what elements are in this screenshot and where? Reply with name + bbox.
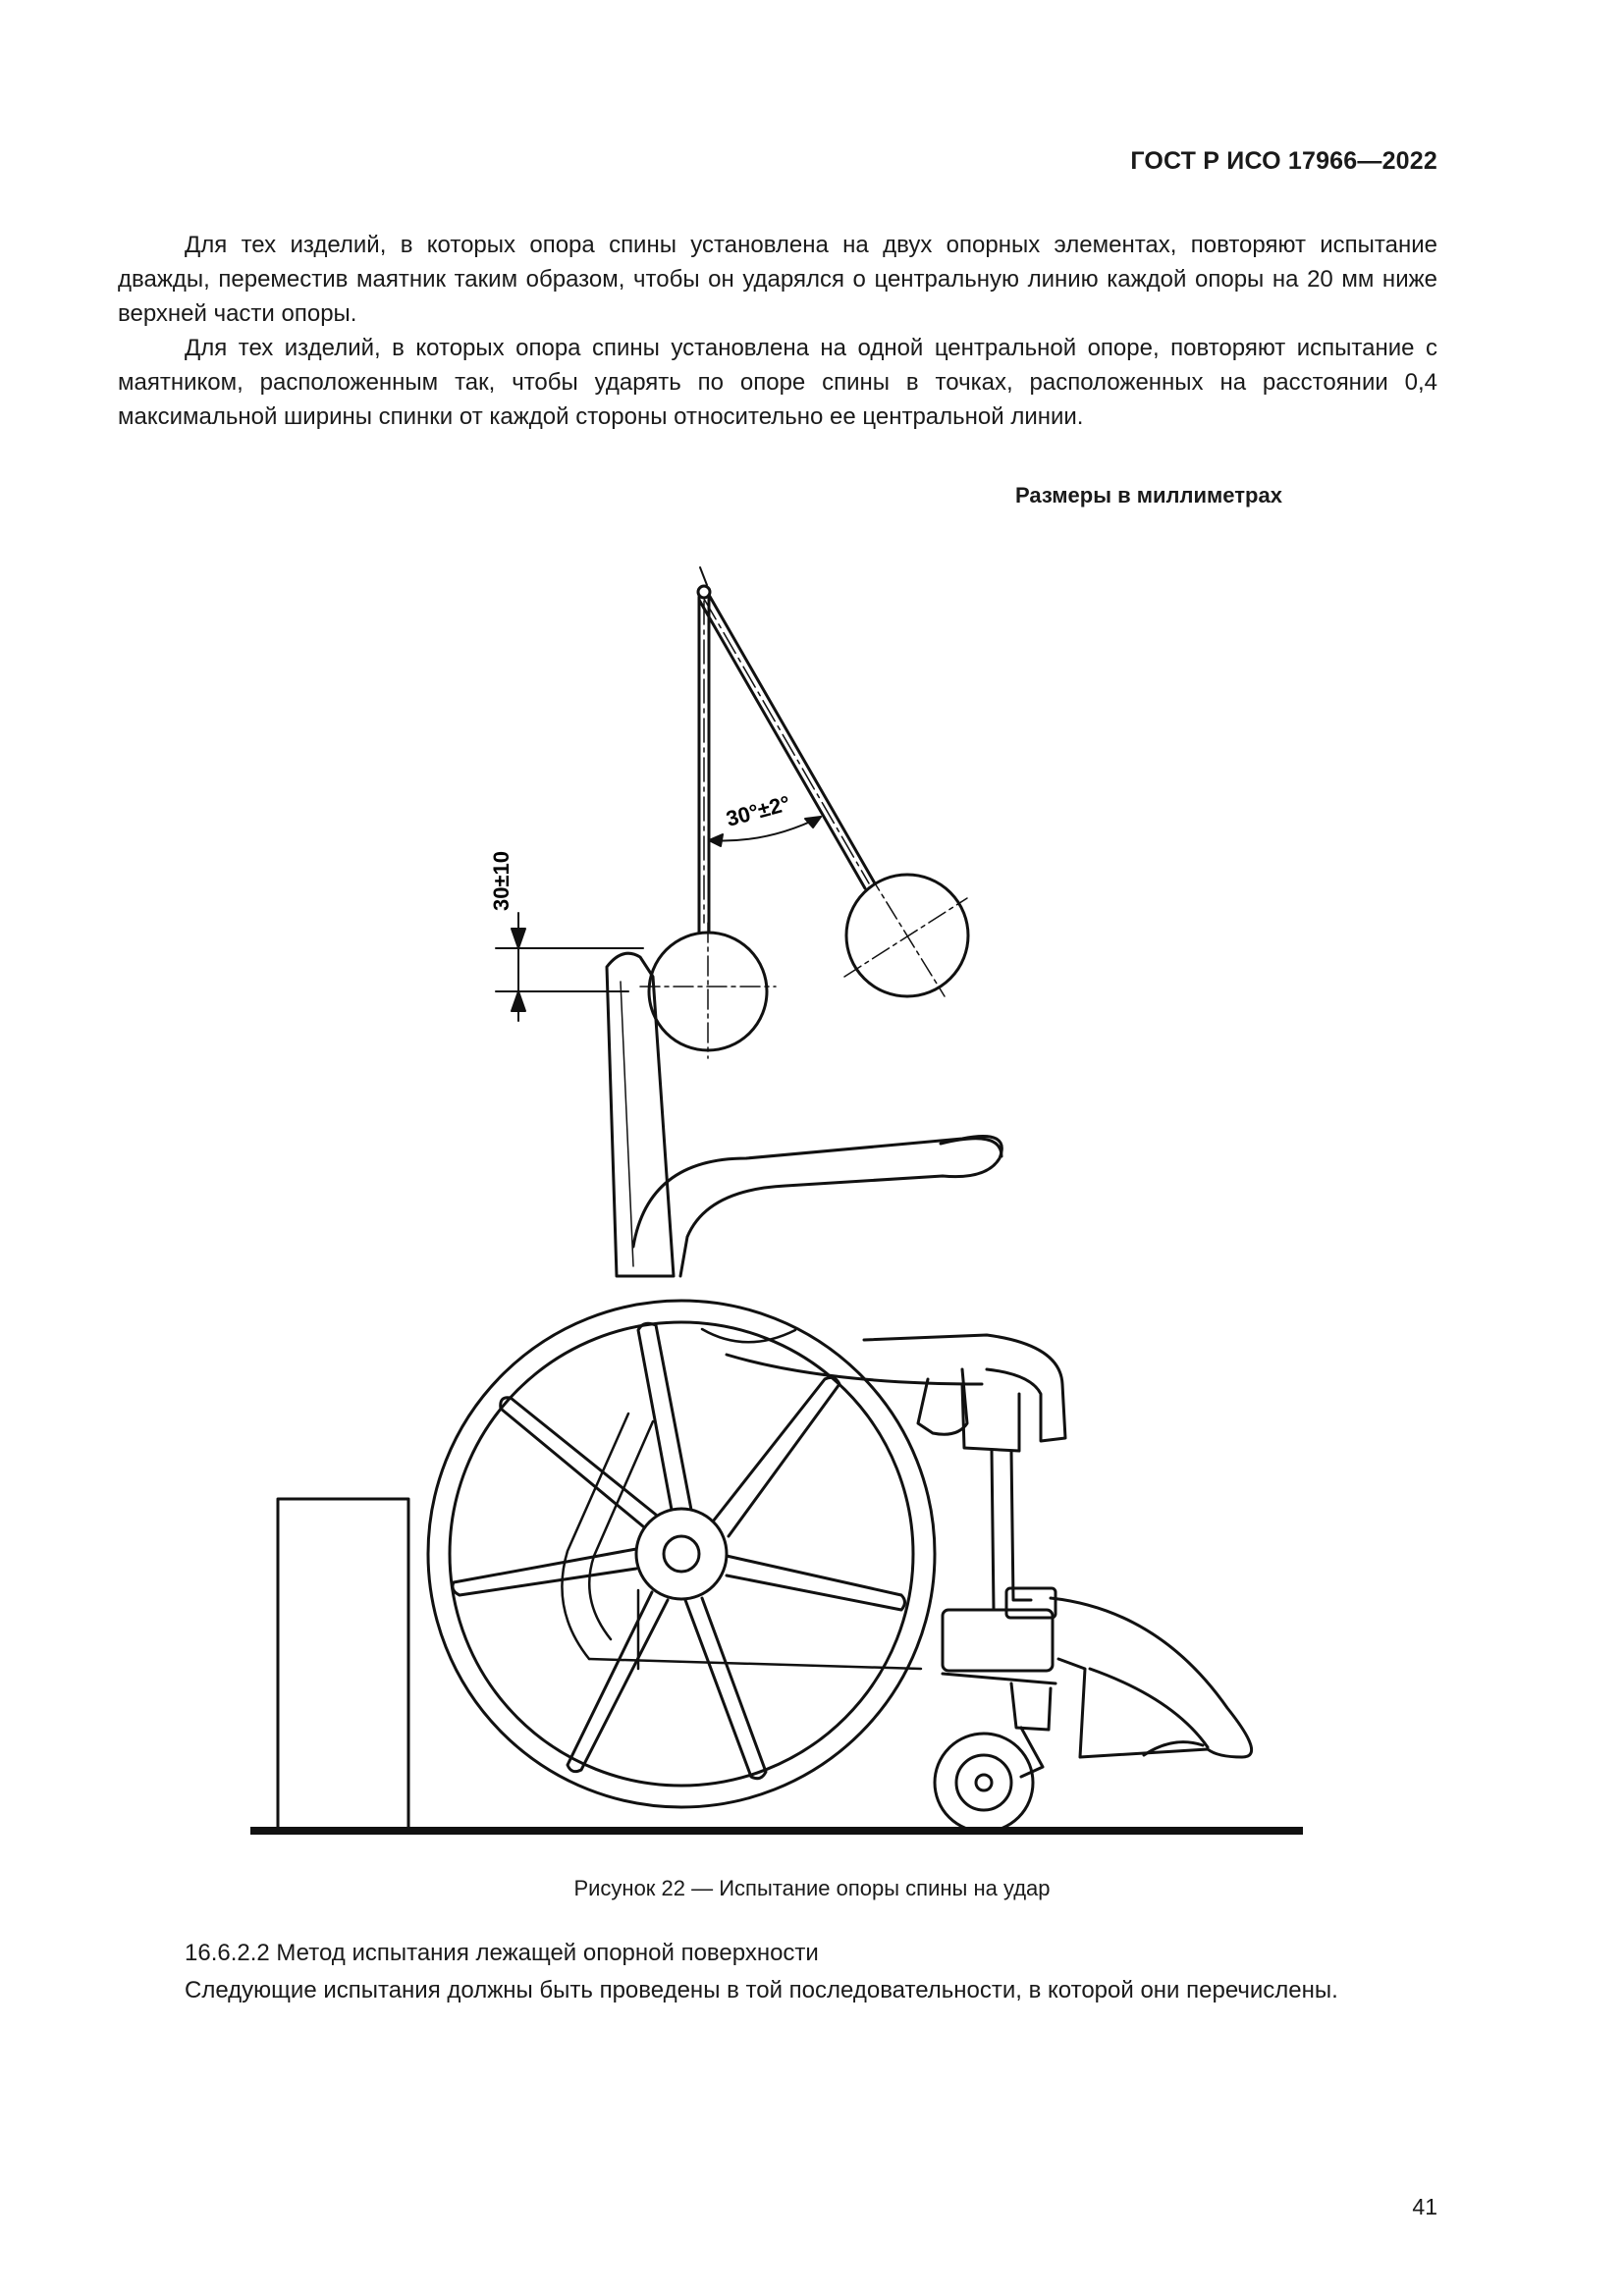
footrest (1051, 1598, 1252, 1757)
section-heading-16-6-2-2: 16.6.2.2 Метод испытания лежащей опорной поверхности (185, 1940, 819, 1966)
seat-frame (727, 1335, 1065, 1730)
paragraph-central-support: Для тех изделий, в которых опора спины установлена на одной центральной опоре, повторяют испытание с маятником, расположенным так, чтобы ударять по опоре спины в точках, расположенных на расстоянии 0,4 максимальной ширины спинки от каждой стороны относительно ее центральной линии. (118, 335, 1437, 430)
document-header: ГОСТ Р ИСО 17966—2022 (1130, 147, 1437, 175)
pendulum-ball-swung (844, 874, 968, 996)
pendulum-rod-vertical (699, 597, 709, 933)
units-note: Размеры в миллиметрах (1015, 483, 1282, 507)
figure-caption: Рисунок 22 — Испытание опоры спины на удар (573, 1876, 1051, 1900)
angle-label: 30°±2° (723, 790, 793, 831)
ground-line (250, 1827, 1303, 1835)
armrest (633, 1137, 1001, 1277)
pendulum-pivot (698, 567, 710, 598)
main-wheel (428, 1301, 935, 1807)
dimension-label-30-10: 30±10 (489, 850, 514, 911)
pendulum-rod-swung (699, 595, 875, 888)
paragraph-two-supports: Для тех изделий, в которых опора спины установлена на двух опорных элементах, повторяют испытание дважды, переместив маятник таким образом, чтобы он ударялся о центральную линию каждой опоры на 20 мм ниже верхней части опоры. (118, 232, 1437, 327)
paragraph-test-sequence: Следующие испытания должны быть проведены в той последовательности, в которой они перечислены. (185, 1977, 1338, 2003)
page-number: 41 (1412, 2194, 1437, 2219)
obstacle-block (278, 1499, 408, 1831)
pendulum-ball-rest (640, 923, 776, 1058)
backrest-post (607, 953, 674, 1276)
caster-wheel (935, 1728, 1043, 1832)
